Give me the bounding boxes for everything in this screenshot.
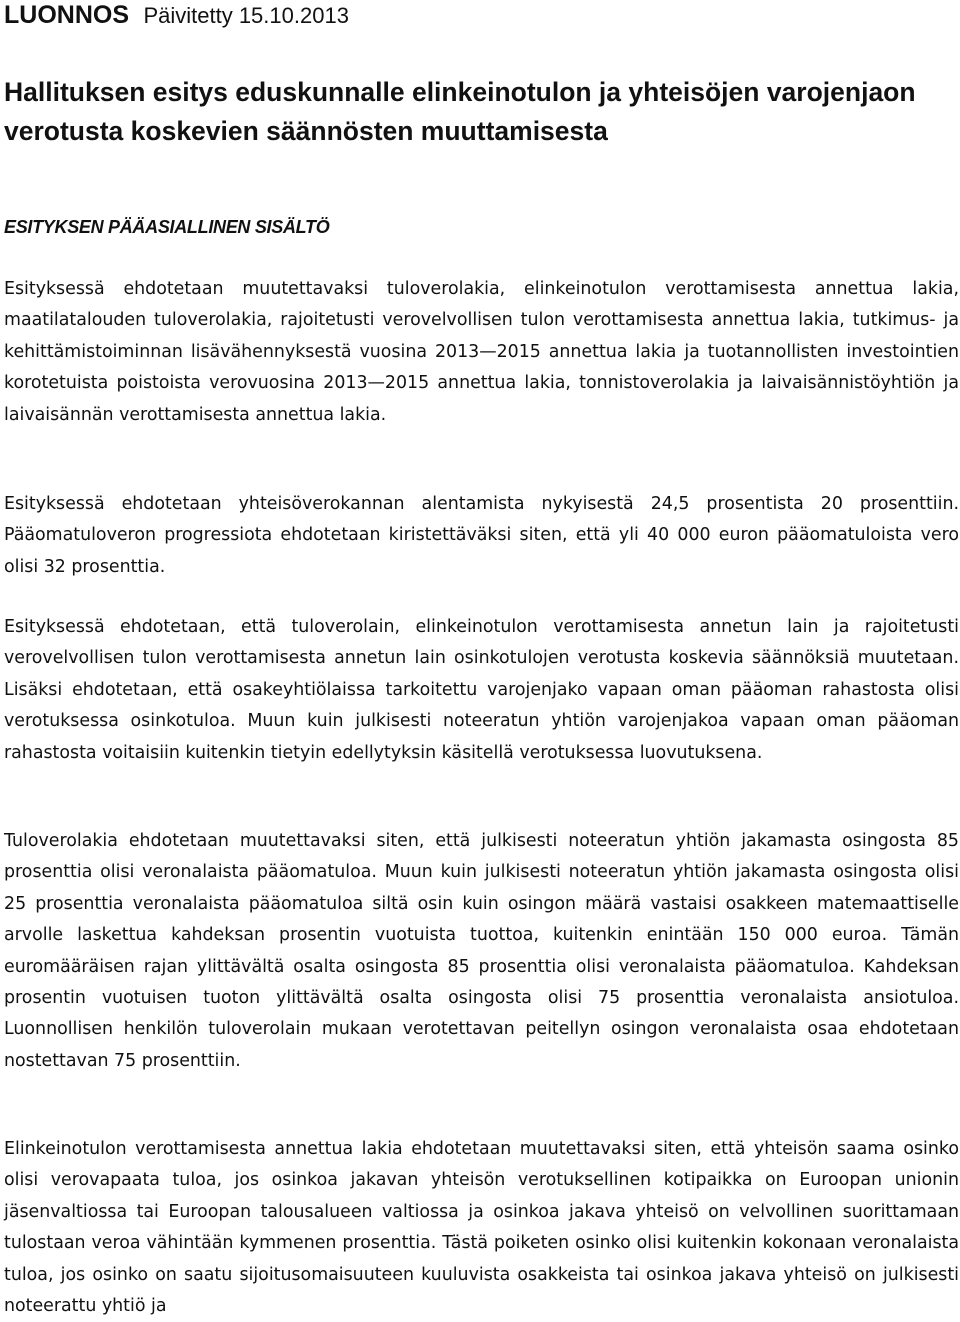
paragraph-3: Esityksessä ehdotetaan, että tuloverolain, elinkeinotulon verottamisesta annetun lain ja rajoitetusti verovelvollisen tulon verottamisesta annetun lain osinkotulojen verotusta koskevia säännöksiä muutetaan. Lisäksi ehdotetaan, että osakeyhtiölaissa tarkoitettu varojenjako vapaan oman pääoman rahastosta olisi verotuksessa osinkotuloa. Muun kuin julkisesti noteeratun yhtiön varojenjakoa vapaan oman pääoman rahastosta voitaisiin kuitenkin tietyin edellytyksin käsitellä verotuksessa luovutuksena. [4, 617, 959, 763]
draft-status-line [4, 1, 349, 33]
updated-date-label: Päivitetty 15.10.2013 [143, 3, 349, 28]
paragraph-1: Esityksessä ehdotetaan muutettavaksi tuloverolakia, elinkeinotulon verottamisesta annettua lakia, maatilatalouden tuloverolakia, rajoitetusti verovelvollisen tulon verottamisesta annettua lakia, tutkimus- ja kehittämistoiminnan lisävähennyksestä vuosina 2013—2015 annettua lakia ja tuotannollisten investointien korotetuista poistoista verovuosina 2013—2015 annettua lakia, tonnistoverolakia ja laivaisännistöyhtiön ja laivaisännän verottamisesta annettua lakia. [4, 279, 959, 425]
draft-label: LUONNOS [4, 1, 129, 29]
paragraph-4: Tuloverolakia ehdotetaan muutettavaksi siten, että julkisesti noteeratun yhtiön jakamasta osingosta 85 prosenttia olisi veronalaista pääomatuloa. Muun kuin julkisesti noteeratun yhtiön jakamasta osingosta olisi 25 prosenttia veronalaista pääomatuloa siltä osin kuin osingon määrä vastaisi osakkeen matemaattiselle arvolle laskettua kahdeksan prosentin vuotuista tuottoa, kuitenkin enintään 150 000 euroa. Tämän euromääräisen rajan ylittävältä osalta osingosta 85 prosenttia olisi veronalaista pääomatuloa. Kahdeksan prosentin vuotuisen tuoton ylittävältä osalta osingosta olisi 75 prosenttia veronalaista ansiotuloa. Luonnollisen henkilön tuloverolain mukaan verotettavan peitellyn osingon veronalaista osaa ehdotetaan nostettavan 75 prosenttiin. [4, 831, 959, 1071]
section-heading: ESITYKSEN PÄÄASIALLINEN SISÄLTÖ [4, 217, 330, 237]
paragraph-5: Elinkeinotulon verottamisesta annettua lakia ehdotetaan muutettavaksi siten, että yhteisön saama osinko olisi verovapaata tuloa, jos osinkoa jakavan yhteisön verotuksellinen kotipaikka on Euroopan unionin jäsenvaltiossa tai Euroopan talousalueen valtiossa ja osinkoa jakava yhteisö on velvollinen suorittamaan tulostaan veroa vähintään kymmenen prosenttia. Tästä poiketen osinko olisi kuitenkin kokonaan veronalaista tuloa, jos osinko on saatu sijoitusomaisuuteen kuuluvista osakkeista tai osinkoa jakava yhteisö on julkisesti noteerattu yhtiö ja [4, 1139, 959, 1317]
document-title: Hallituksen esitys eduskunnalle elinkeinotulon ja yhteisöjen varojenjaon verotusta koskevien säännösten muuttamisesta [4, 77, 916, 146]
paragraph-2: Esityksessä ehdotetaan yhteisöverokannan alentamista nykyisestä 24,5 prosentista 20 prosenttiin. Pääomatuloveron progressiota ehdotetaan kiristettäväksi siten, että yli 40 000 euron pääomatuloista vero olisi 32 prosenttia. [4, 494, 959, 577]
